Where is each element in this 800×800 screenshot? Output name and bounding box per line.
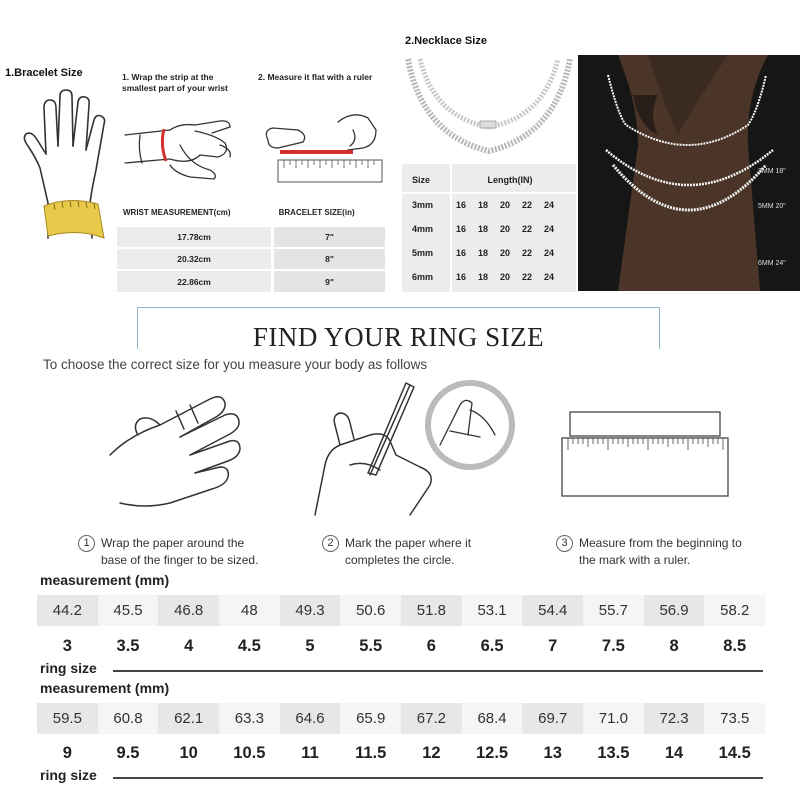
- measurement-cell: 69.7: [522, 703, 583, 734]
- length-cell: 22: [521, 224, 532, 234]
- measurement-cell: 45.5: [98, 595, 159, 626]
- label-6mm: 6MM 24": [758, 260, 786, 267]
- ring-step-1-line-1: Wrap the paper around the: [101, 536, 245, 550]
- bracelet-step-1-line-1: 1. Wrap the strip at the: [122, 72, 214, 82]
- bracelet-size-table: [117, 200, 385, 292]
- ring-size-cell: 7: [548, 636, 558, 655]
- measurement-row-1: [37, 595, 765, 626]
- step-number-1: 1: [78, 535, 95, 552]
- ring-size-cell: 12: [422, 743, 441, 762]
- wrist-measurement-header: WRIST MEASUREMENT(cm): [117, 200, 273, 226]
- ring-size-cell: 5: [305, 636, 315, 655]
- table-row: [402, 242, 576, 264]
- ring-size-cell: 13: [543, 743, 562, 762]
- ring-size-cell: 9.5: [116, 743, 140, 762]
- length-cell: 20: [499, 224, 510, 234]
- model-photo: [578, 55, 800, 291]
- table-row: [117, 270, 385, 292]
- wrist-cell: 20.32cm: [117, 248, 273, 270]
- measurement-cell: 53.1: [462, 595, 523, 626]
- wrist-wrap-illustration: [120, 105, 245, 190]
- ring-step-2-line-2: completes the circle.: [345, 553, 455, 567]
- ring-size-cell: 11.5: [355, 743, 387, 762]
- length-cell: 20: [499, 248, 510, 258]
- ring-size-title-text: FIND YOUR RING SIZE: [247, 322, 550, 352]
- ring-size-cell: 13.5: [597, 743, 630, 762]
- size-cell: 5mm: [412, 248, 434, 258]
- measurement-cell: 55.7: [583, 595, 644, 626]
- table-row: [402, 194, 576, 216]
- length-cell: 24: [543, 200, 554, 210]
- ring-step-2-text: [345, 535, 471, 569]
- ring-size-cell: 4.5: [237, 636, 261, 655]
- hand-tape-illustration: [18, 88, 118, 248]
- bracelet-step-2: 2. Measure it flat with a ruler: [258, 72, 373, 82]
- ring-intro-text: To choose the correct size for you measure your body as follows: [43, 357, 428, 372]
- length-cell: 16: [455, 224, 466, 234]
- finger-wrap-illustration: [100, 385, 250, 525]
- ring-size-cell: 6.5: [480, 636, 504, 655]
- size-cell: 3mm: [412, 200, 434, 210]
- measurement-row-2: [37, 703, 765, 734]
- necklace-table-header: [402, 169, 576, 191]
- ring-size-cell: 9: [62, 743, 72, 762]
- length-cell: 24: [543, 248, 554, 258]
- bracelet-cell: 7": [273, 226, 385, 248]
- size-header: Size: [412, 175, 431, 185]
- size-cell: 6mm: [412, 272, 434, 282]
- table-row: [402, 218, 576, 240]
- length-cell: 16: [455, 248, 466, 258]
- size-cell: 4mm: [412, 224, 434, 234]
- measurement-cell: 63.3: [219, 703, 280, 734]
- length-cell: 22: [521, 272, 532, 282]
- measurement-cell: 50.6: [340, 595, 401, 626]
- length-cell: 16: [455, 200, 466, 210]
- measurement-cell: 71.0: [583, 703, 644, 734]
- measurement-cell: 67.2: [401, 703, 462, 734]
- measurement-cell: 54.4: [522, 595, 583, 626]
- ring-step-3-line-1: Measure from the beginning to: [579, 536, 742, 550]
- ruler-measure-illustration: [258, 100, 388, 190]
- measurement-cell: 64.6: [280, 703, 341, 734]
- length-cell: 20: [499, 272, 510, 282]
- wrist-cell: 22.86cm: [117, 270, 273, 292]
- length-cell: 24: [543, 272, 554, 282]
- ring-size-cell: 3: [62, 636, 72, 655]
- measurement-cell: 58.2: [704, 595, 765, 626]
- ring-size-cell: 14.5: [718, 743, 751, 762]
- measurement-cell: 56.9: [644, 595, 705, 626]
- ring-size-label-1: ring size: [40, 660, 97, 676]
- bracelet-step-1-line-2: smallest part of your wrist: [122, 83, 228, 93]
- length-cell: 18: [477, 272, 488, 282]
- ring-step-2: [322, 535, 471, 569]
- measurement-cell: 51.8: [401, 595, 462, 626]
- ring-step-3-text: [579, 535, 742, 569]
- ring-size-label-2: ring size: [40, 767, 97, 783]
- bracelet-cell: 9": [273, 270, 385, 292]
- measurement-cell: 60.8: [98, 703, 159, 734]
- ring-size-cell: 10.5: [233, 743, 266, 762]
- length-cell: 22: [521, 248, 532, 258]
- length-cell: 20: [499, 200, 510, 210]
- ring-size-title: [137, 322, 660, 353]
- ring-size-row-2: [37, 738, 765, 768]
- length-cell: 18: [477, 224, 488, 234]
- length-cell: 18: [477, 248, 488, 258]
- measurement-label-1: measurement (mm): [40, 572, 170, 588]
- length-header: Length(IN): [487, 175, 533, 185]
- table-row: [117, 248, 385, 270]
- table-row: [117, 226, 385, 248]
- length-cell: 16: [455, 272, 466, 282]
- necklace-size-table: [402, 164, 576, 292]
- measurement-cell: 65.9: [340, 703, 401, 734]
- ring-size-cell: 6: [426, 636, 436, 655]
- ring-step-1-line-2: base of the finger to be sized.: [101, 553, 259, 567]
- bracelet-cell: 8": [273, 248, 385, 270]
- measurement-cell: 62.1: [158, 703, 219, 734]
- wrist-cell: 17.78cm: [117, 226, 273, 248]
- divider-line-2: [113, 777, 763, 779]
- chain-illustration: [402, 55, 576, 160]
- length-cell: 24: [543, 224, 554, 234]
- ring-size-cell: 10: [179, 743, 198, 762]
- measurement-cell: 73.5: [704, 703, 765, 734]
- ring-step-1-text: [101, 535, 258, 569]
- mark-paper-illustration: [310, 375, 520, 525]
- ring-step-3: [556, 535, 742, 569]
- bracelet-size-title: 1.Bracelet Size: [5, 67, 83, 79]
- ring-size-cell: 5.5: [359, 636, 383, 655]
- label-3mm: 3MM 18": [758, 168, 786, 175]
- bracelet-step-1: [122, 72, 228, 94]
- ring-size-cell: 3.5: [116, 636, 140, 655]
- step-number-2: 2: [322, 535, 339, 552]
- ring-size-cell: 14: [664, 743, 684, 762]
- measurement-cell: 59.5: [37, 703, 98, 734]
- ruler-illustration: [560, 410, 730, 500]
- ring-size-cell: 8: [669, 636, 679, 655]
- measurement-cell: 46.8: [158, 595, 219, 626]
- ring-size-cell: 12.5: [475, 743, 509, 762]
- length-cell: 18: [477, 200, 488, 210]
- measurement-cell: 72.3: [644, 703, 705, 734]
- ring-size-cell: 7.5: [601, 636, 625, 655]
- divider-line-1: [113, 670, 763, 672]
- step-number-3: 3: [556, 535, 573, 552]
- ring-step-1: [78, 535, 258, 569]
- length-cell: 22: [521, 200, 532, 210]
- measurement-cell: 68.4: [462, 703, 523, 734]
- ring-size-cell: 4: [184, 636, 194, 655]
- measurement-cell: 44.2: [37, 595, 98, 626]
- ring-size-cell: 8.5: [723, 636, 747, 655]
- table-row: [402, 266, 576, 288]
- ring-step-3-line-2: the mark with a ruler.: [579, 553, 691, 567]
- ring-size-cell: 11: [301, 743, 319, 762]
- label-5mm: 5MM 20": [758, 203, 786, 210]
- ring-size-row-1: [37, 631, 765, 661]
- measurement-label-2: measurement (mm): [40, 680, 170, 696]
- ring-step-2-line-1: Mark the paper where it: [345, 536, 472, 550]
- measurement-cell: 48: [219, 595, 280, 626]
- necklace-size-title: 2.Necklace Size: [405, 35, 487, 47]
- measurement-cell: 49.3: [280, 595, 341, 626]
- bracelet-size-header: BRACELET SIZE(in): [273, 200, 385, 226]
